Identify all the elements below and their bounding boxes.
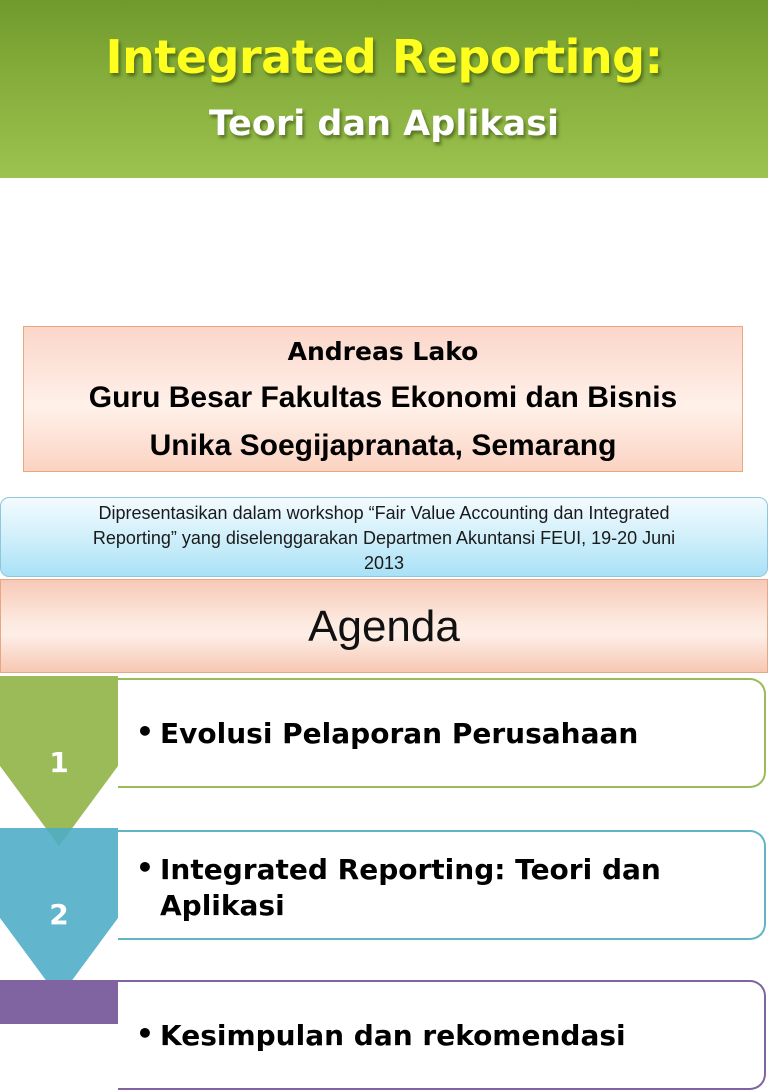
agenda-item-3-line-1: Kesimpulan dan rekomendasi (160, 1019, 626, 1052)
presentation-line-2: Reporting” yang diselenggarakan Departmen Akuntansi FEUI, 19-20 Juni (92, 528, 676, 548)
agenda-number-1: 1 (49, 746, 69, 779)
agenda-item-1-line-1: Evolusi Pelaporan Perusahaan (160, 717, 639, 750)
agenda-title: Agenda (308, 602, 460, 651)
agenda-header (0, 579, 768, 673)
slide-title: Integrated Reporting: (105, 30, 663, 84)
bullet-3: • (136, 1017, 154, 1050)
presentation-line-3: 2013 (363, 553, 405, 573)
agenda-number-2: 2 (49, 898, 69, 931)
presentation-line-1: Dipresentasikan dalam workshop “Fair Value Accounting dan Integrated (98, 503, 670, 523)
agenda-item-2 (118, 830, 766, 940)
agenda-item-2-text (160, 852, 744, 924)
agenda-item-1 (118, 678, 766, 788)
agenda-item-2-line-2: Aplikasi (160, 889, 285, 922)
author-box (23, 326, 743, 472)
presentation-info-box (0, 497, 768, 577)
agenda-item-3 (118, 980, 766, 1090)
author-position: Guru Besar Fakultas Ekonomi dan Bisnis (88, 381, 678, 414)
author-institution: Unika Soegijapranata, Semarang (149, 429, 617, 462)
bullet-1: • (136, 715, 154, 748)
title-banner (0, 0, 768, 178)
slide-subtitle: Teori dan Aplikasi (208, 104, 560, 144)
bullet-2: • (136, 851, 154, 884)
agenda-item-3-text (160, 1018, 744, 1054)
agenda-item-2-line-1: Integrated Reporting: Teori dan (160, 853, 661, 886)
agenda-item-1-text (160, 716, 744, 752)
agenda-chevron-3 (0, 980, 120, 1024)
author-name: Andreas Lako (287, 337, 479, 366)
